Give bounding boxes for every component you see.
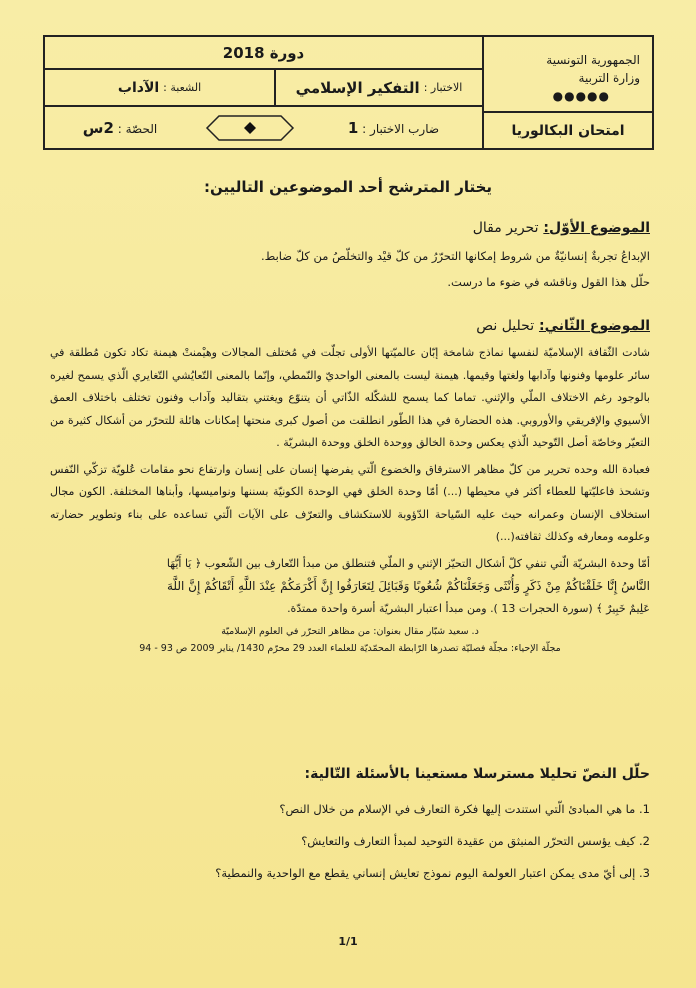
topic1-section <box>50 220 650 296</box>
branch-cell <box>45 70 274 105</box>
reference-source: مجلّة الإحياء: مجلّة فصليّة تصدرها الرّابطة المحمّديّة للعلماء العدد 29 محرّم 1430/ يناير 2009 ص 93 - 94 <box>139 643 561 654</box>
duration-coef-row <box>45 107 482 148</box>
text-paragraph-1: شادت الثّقافة الإسلاميّة لنفسها نماذج شامخة إبّان عالميّتها الأولى تجلّت في مُختلف المجالات وهيْمنتْ هيمنة تكاد تكون مُطلقة في سائر علومها وفنونها وآدابها ولغتها وقيمها. هيمنة ليست بالمعنى الواحديّ والنّمطي، وإنّما بالمعنى التّعايُشي التّغايري الّذي يسمح لغيره بالوجود رغم الاختلاف الملّي والإثني. تماما كما يسمح للشكّله الذّاتي أن يتنوّع ويغتني بتقاليد وآداب وفنون تختلف باختلاف العمق الأسيوي والإفريقي والأوروبي. هذه الحضارة في هذا الطّور انطلقت من أصول كبرى منحتها إمكانات هائلة للتحرّر من أشكال كثيرة من التعيّر وخاصّة أصل التّوحيد الّذي يعكس وحدة الخالق ووحدة الخلق ووحدة البشريّة . <box>50 346 650 449</box>
diamond-emblem <box>205 114 295 142</box>
text-paragraph-3a: أمّا وحدة البشريّة الّتي تنفي كلّ أشكال التحيّز الإثني و الملّي فتنطلق من مبدأ التّعارف بين الشّعوب ﴿ يَا أَيُّهَا <box>166 556 650 570</box>
subject-branch-row <box>45 70 482 107</box>
decorative-dots: ●●●●● <box>552 89 610 103</box>
ministry-label: وزارة التربية <box>578 71 640 85</box>
subject-cell <box>274 70 482 105</box>
duration-value: 2س <box>82 118 114 137</box>
questions-heading: حلّل النصّ تحليلا مسترسلا مستعينا بالأسئلة التّالية: <box>304 766 650 782</box>
choice-instruction: يختار المترشح أحد الموضوعين التاليين: <box>203 178 493 196</box>
header-details-column <box>45 37 482 148</box>
duration-cell <box>45 119 195 137</box>
institution-block <box>484 37 652 111</box>
branch-label: الشعبة : <box>163 81 202 94</box>
topic1-type: تحرير مقال <box>472 220 539 236</box>
question-3: 3. إلى أيّ مدى يمكن اعتبار العولمة اليوم نموذج تعايش إنساني يقطع مع الواحدية والنمطية؟ <box>215 866 650 880</box>
quran-verse-line: النَّاسُ إِنَّا خَلَقْنَاكُمْ مِنْ ذَكَرٍ وَأُنْثَى وَجَعَلْنَاكُمْ شُعُوبًا وَقَبَائِلَ لِتَعَارَفُوا إِنَّ أَكْرَمَكُمْ عِنْدَ اللَّهِ أَتْقَاكُمْ إِنَّ اللَّهَ <box>166 579 650 593</box>
coef-label: ضارب الاختبار : <box>362 121 440 136</box>
questions-section <box>50 766 650 882</box>
session-label: دورة 2018 <box>45 37 482 70</box>
exam-header-table <box>43 35 654 150</box>
exam-name: امتحان البكالوريا <box>484 111 652 148</box>
duration-label: الحصّة : <box>117 121 158 136</box>
topic1-heading <box>50 220 650 236</box>
diamond-icon <box>244 122 256 134</box>
text-paragraph-2: فعبادة الله وحده تحرير من كلّ مظاهر الاسترقاق والخضوع الّتي يفرضها إنسان على إنسان وارتفاع نحو مقامات عُلويّة تزكّي النّفس وتشحذ فاعليّتها للعطاء أكثر في محيطها (...) أمّا وحدة الخلق فهي الوحدة الكونيّة بسننها ونواميسها، وأبناها المختلفة. الكون مجال استخلاف الإنسان وعمرانه حيث عليه السّياحة الدّؤوبة للاستكشاف والتعرّف على الآيات الّتي تساعده على بناء وتطوير حضارته وعلومه ومعارفه وكذلك ثقافته(...) <box>50 462 650 543</box>
header-institution-column <box>482 37 652 148</box>
page-number: 1/1 <box>338 935 358 948</box>
text-paragraph-3c: عَلِيمٌ خَبِيرٌ ﴾ (سورة الحجرات 13 ). ومن مبدأ اعتبار البشريّة أسرة واحدة ممتدّة. <box>287 601 650 615</box>
topic2-section <box>50 318 650 654</box>
coef-value: 1 <box>347 118 359 137</box>
topic2-title: الموضوع الثّاني: <box>538 318 650 334</box>
branch-value: الآداب <box>117 79 160 96</box>
subject-value: التفكير الإسلامي <box>295 78 420 97</box>
topic2-type: تحليل نص <box>476 318 535 334</box>
topic2-heading <box>50 318 650 334</box>
reference-author: د. سعيد شبّار مقال بعنوان: من مظاهر التحرّر في العلوم الإسلاميّة <box>221 626 479 637</box>
topic1-task: حلّل هذا القول وناقشه في ضوء ما درست. <box>447 275 650 289</box>
republic-label: الجمهورية التونسية <box>546 53 640 67</box>
coef-cell <box>305 119 482 137</box>
topic1-title: الموضوع الأوّل: <box>543 220 650 236</box>
question-1: 1. ما هي المبادئ الّتي استندت إليها فكرة التعارف في الإسلام من خلال النص؟ <box>279 802 650 816</box>
subject-label: الاختبار : <box>423 81 463 94</box>
topic1-statement: الإبداعُ تجربةٌ إنسانيّةٌ من شروط إمكانها التحرّرُ من كلّ قيْد والتخلّصُ من كلّ ضابط. <box>261 249 650 263</box>
question-2: 2. كيف يؤسس التحرّر المنبثق من عقيدة التوحيد لمبدأ التعارف والتعايش؟ <box>301 834 650 848</box>
